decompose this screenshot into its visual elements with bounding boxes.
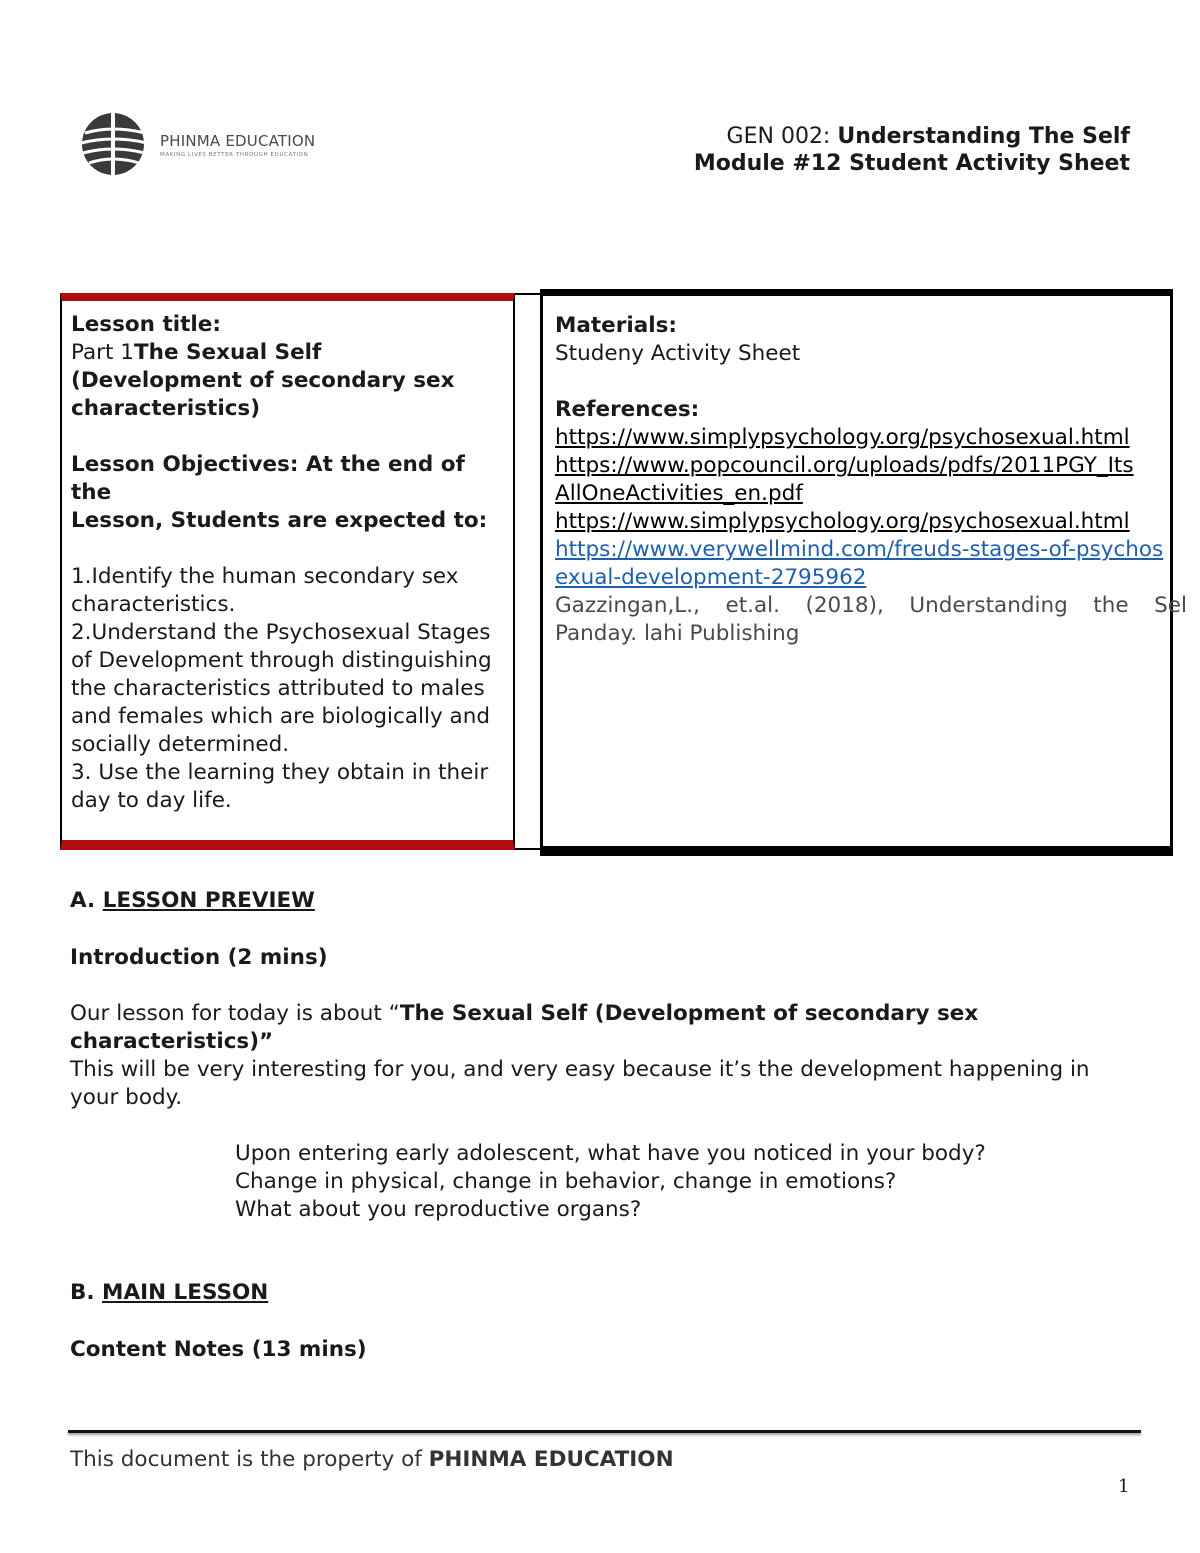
reference-link-4-cont[interactable]: exual-development-2795962 — [555, 565, 867, 590]
intro-paragraph2-line2: your body. — [70, 1085, 183, 1110]
materials-value: Studeny Activity Sheet — [555, 341, 801, 366]
reference-link-1[interactable]: https://www.simplypsychology.org/psychosexual.html — [555, 425, 1130, 450]
objectives-heading-line2: Lesson, Students are expected to: — [71, 508, 488, 533]
lesson-title-label: Lesson title: — [71, 312, 221, 337]
introduction-heading: Introduction (2 mins) — [70, 945, 328, 970]
footer-divider — [68, 1430, 1141, 1433]
lesson-title-line3: characteristics) — [71, 396, 261, 421]
section-b-heading: B. MAIN LESSON — [70, 1280, 269, 1305]
reference-link-3[interactable]: https://www.simplypsychology.org/psychosexual.html — [555, 509, 1130, 534]
module-subtitle: Module #12 Student Activity Sheet — [693, 151, 1130, 176]
citation-line1: Gazzingan,L., et.al. (2018), Understanding the Sel — [555, 593, 1187, 618]
logo-tagline: MAKING LIVES BETTER THROUGH EDUCATION — [160, 152, 309, 158]
logo-name: PHINMA EDUCATION — [160, 132, 316, 150]
lesson-title: Part 1The Sexual Self — [71, 340, 322, 365]
objective-3: 3. Use the learning they obtain in their day to day life. — [71, 760, 489, 813]
intro-paragraph-line2: characteristics)” — [70, 1029, 274, 1054]
objective-2: 2.Understand the Psychosexual Stages of Development through distinguishing the characteristics attributed to males and females which are biologically and socially determined. — [71, 620, 492, 757]
question-3: What about you reproductive organs? — [235, 1197, 642, 1222]
page-number: 1 — [1118, 1476, 1130, 1497]
intro-paragraph-line1: Our lesson for today is about “The Sexual Self (Development of secondary sex — [70, 1001, 979, 1026]
section-a-heading: A. LESSON PREVIEW — [70, 888, 315, 913]
question-2: Change in physical, change in behavior, change in emotions? — [235, 1169, 897, 1194]
reference-link-4[interactable]: https://www.verywellmind.com/freuds-stages-of-psychos — [555, 537, 1164, 562]
materials-box — [540, 289, 1187, 856]
citation-line2: Panday. lahi Publishing — [555, 621, 800, 646]
reference-link-2[interactable]: https://www.popcouncil.org/uploads/pdfs/2011PGY_Its — [555, 453, 1134, 478]
footer-property-notice: This document is the property of PHINMA EDUCATION — [70, 1447, 674, 1472]
lesson-title-line2: (Development of secondary sex — [71, 368, 455, 393]
objective-1: 1.Identify the human secondary sex characteristics. — [71, 564, 459, 617]
lesson-info-box — [60, 293, 515, 850]
content-notes-heading: Content Notes (13 mins) — [70, 1337, 367, 1362]
objectives-heading-line1: Lesson Objectives: At the end of the — [71, 452, 465, 505]
phinma-logo-icon — [75, 111, 165, 177]
course-heading: GEN 002: Understanding The Self — [726, 124, 1130, 149]
question-1: Upon entering early adolescent, what have you noticed in your body? — [235, 1141, 986, 1166]
materials-label: Materials: — [555, 313, 678, 338]
box-connector-bottom — [515, 848, 542, 850]
references-label: References: — [555, 397, 700, 422]
intro-paragraph2-line1: This will be very interesting for you, and very easy because it’s the development happening in — [70, 1057, 1090, 1082]
reference-link-2-cont[interactable]: AllOneActivities_en.pdf — [555, 481, 803, 506]
box-connector-top — [515, 293, 542, 295]
